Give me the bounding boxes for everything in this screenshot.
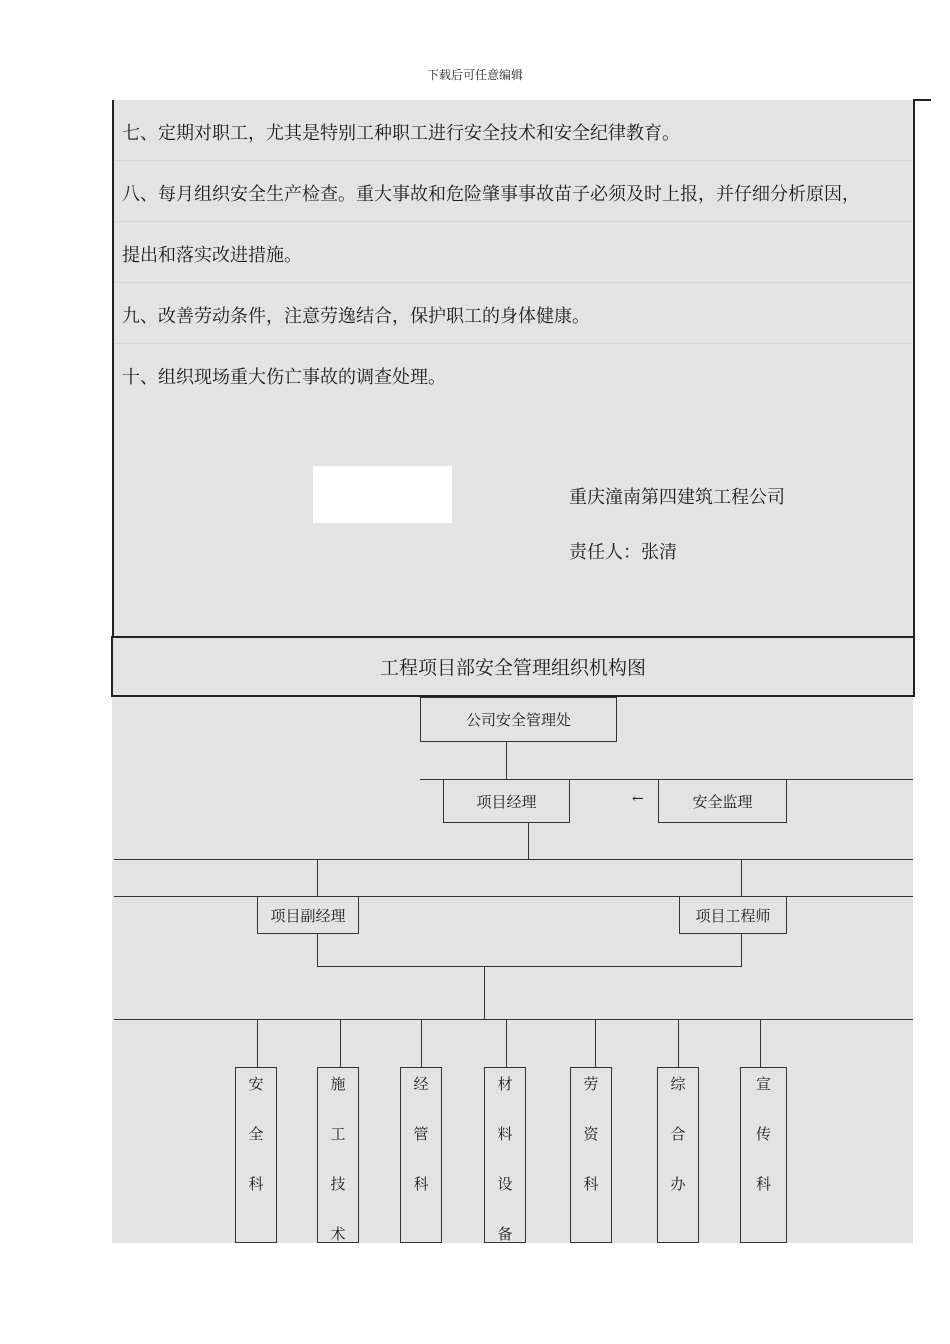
seal-placeholder (313, 466, 452, 523)
org-node-safety-supervisor: 安全监理 (658, 779, 787, 823)
connector (528, 823, 529, 859)
org-node-management-dept (400, 1067, 442, 1243)
connector (257, 1019, 258, 1067)
dept-char: 宣 (755, 1075, 771, 1093)
org-node-project-manager: 项目经理 (443, 779, 570, 823)
dept-char: 术 (330, 1225, 346, 1243)
connector (317, 966, 742, 967)
dept-char: 材 (497, 1075, 513, 1093)
row-divider (114, 343, 913, 344)
row-divider (114, 282, 913, 283)
connector (340, 1019, 341, 1067)
connector (421, 1019, 422, 1067)
connector (484, 966, 485, 1019)
dept-char: 科 (413, 1175, 429, 1193)
row-divider (114, 221, 913, 222)
row-divider (114, 160, 913, 161)
dept-char: 全 (248, 1125, 264, 1143)
dept-char: 设 (497, 1175, 513, 1193)
dept-char: 技 (330, 1175, 346, 1193)
dept-char: 合 (670, 1125, 686, 1143)
org-node-deputy-manager: 项目副经理 (257, 896, 359, 934)
org-node-general-office (657, 1067, 699, 1243)
connector (506, 742, 507, 779)
duty-item-10: 十、组织现场重大伤亡事故的调查处理。 (122, 367, 446, 388)
arrow-left-icon: ← (632, 791, 644, 807)
dept-char: 科 (755, 1175, 771, 1193)
connector (595, 1019, 596, 1067)
dept-char: 综 (670, 1075, 686, 1093)
duty-item-8: 八、每月组织安全生产检查。重大事故和危险肇事事故苗子必须及时上报，并仔细分析原因， (122, 184, 860, 205)
dept-char: 办 (670, 1175, 686, 1193)
duty-item-9: 九、改善劳动条件，注意劳逸结合，保护职工的身体健康。 (122, 306, 590, 327)
connector (741, 934, 742, 966)
connector (741, 859, 742, 896)
dept-char: 资 (583, 1125, 599, 1143)
connector (114, 896, 913, 897)
connector (114, 1019, 913, 1020)
org-node-construction-tech-dept (317, 1067, 359, 1243)
connector (506, 1019, 507, 1067)
header-note: 下载后可任意编辑 (426, 68, 523, 82)
org-node-publicity-dept (740, 1067, 787, 1243)
company-name: 重庆潼南第四建筑工程公司 (569, 487, 785, 508)
org-node-company-safety: 公司安全管理处 (420, 697, 617, 742)
org-chart-title: 工程项目部安全管理组织机构图 (111, 636, 915, 697)
dept-char: 科 (583, 1175, 599, 1193)
duty-item-8-cont: 提出和落实改进措施。 (122, 245, 302, 266)
connector (317, 859, 318, 896)
dept-char: 料 (497, 1125, 513, 1143)
dept-char: 施 (330, 1075, 346, 1093)
dept-char: 管 (413, 1125, 429, 1143)
dept-char: 劳 (583, 1075, 599, 1093)
connector (760, 1019, 761, 1067)
dept-char: 经 (413, 1075, 429, 1093)
org-node-materials-dept (484, 1067, 526, 1243)
connector (114, 859, 913, 860)
dept-char: 安 (248, 1075, 264, 1093)
org-node-project-engineer: 项目工程师 (679, 896, 787, 934)
connector (678, 1019, 679, 1067)
connector (317, 934, 318, 966)
panel-corner-tick (913, 99, 931, 101)
dept-char: 工 (330, 1125, 346, 1143)
responsible-person: 责任人：张清 (569, 542, 677, 563)
org-node-labor-dept (570, 1067, 612, 1243)
duty-item-7: 七、定期对职工，尤其是特别工种职工进行安全技术和安全纪律教育。 (122, 123, 680, 144)
dept-char: 备 (497, 1225, 513, 1243)
org-node-safety-dept (235, 1067, 277, 1243)
dept-char: 传 (755, 1125, 771, 1143)
dept-char: 科 (248, 1175, 264, 1193)
